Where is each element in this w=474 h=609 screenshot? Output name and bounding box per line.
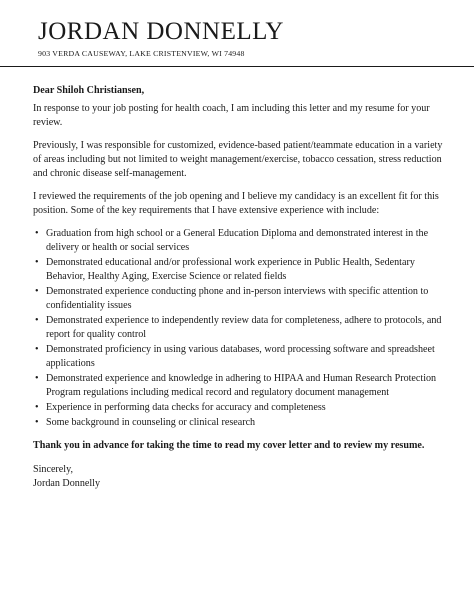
requirements-list [33, 227, 443, 430]
letter-header [38, 18, 438, 59]
paragraph: Previously, I was responsible for customized, evidence-based patient/teammate education in a variety of areas including but not limited to weight management/exercise, tobacco cessation, stress reduction and chronic disease self-management. [33, 140, 443, 179]
bullet-icon: • [35, 228, 39, 239]
bullet-icon: • [35, 286, 39, 297]
list-item [35, 401, 443, 415]
closing-statement: Thank you in advance for taking the time to read my cover letter and to review my resume. [33, 440, 425, 451]
list-item [35, 314, 443, 342]
list-item [35, 256, 443, 284]
list-item-text: Graduation from high school or a General Education Diploma and demonstrated interest in the delivery or health or social services [46, 228, 429, 253]
applicant-address: 903 VERDA CAUSEWAY, LAKE CRISTENVIEW, WI 74948 [38, 49, 245, 58]
bullet-icon: • [35, 344, 39, 355]
list-item-text: Some background in counseling or clinical research [46, 417, 256, 428]
bullet-icon: • [35, 373, 39, 384]
list-item [35, 343, 443, 371]
list-item-text: Experience in performing data checks for accuracy and completeness [46, 402, 326, 413]
list-item-text: Demonstrated proficiency in using various databases, word processing software and spreadsheet applications [46, 344, 435, 369]
header-divider [0, 66, 474, 67]
list-item-text: Demonstrated experience and knowledge in adhering to HIPAA and Human Research Protection Program regulations including medical record and regulatory document management [46, 373, 437, 398]
letter-body [33, 84, 443, 491]
list-item [35, 227, 443, 255]
bullet-icon: • [35, 257, 39, 268]
bullet-icon: • [35, 417, 39, 428]
applicant-name: JORDAN DONNELLY [38, 18, 284, 45]
list-item-text: Demonstrated experience conducting phone and in-person interviews with specific attention to confidentiality issues [46, 286, 429, 311]
list-item [35, 416, 443, 430]
list-item [35, 285, 443, 313]
signoff: Sincerely, [33, 464, 73, 475]
paragraph: In response to your job posting for health coach, I am including this letter and my resume for your review. [33, 103, 430, 128]
bullet-icon: • [35, 402, 39, 413]
list-item-text: Demonstrated educational and/or professional work experience in Public Health, Sedentary Behavior, Healthy Aging, Exercise Science or related fields [46, 257, 415, 282]
signature-name: Jordan Donnelly [33, 478, 100, 489]
list-item [35, 372, 443, 400]
paragraph: I reviewed the requirements of the job opening and I believe my candidacy is an excellent fit for this position. Some of the key requirements that I have extensive experience with include: [33, 191, 439, 216]
bullet-icon: • [35, 315, 39, 326]
greeting: Dear Shiloh Christiansen, [33, 85, 145, 96]
list-item-text: Demonstrated experience to independently review data for completeness, adhere to protocols, and report for quality control [46, 315, 442, 340]
